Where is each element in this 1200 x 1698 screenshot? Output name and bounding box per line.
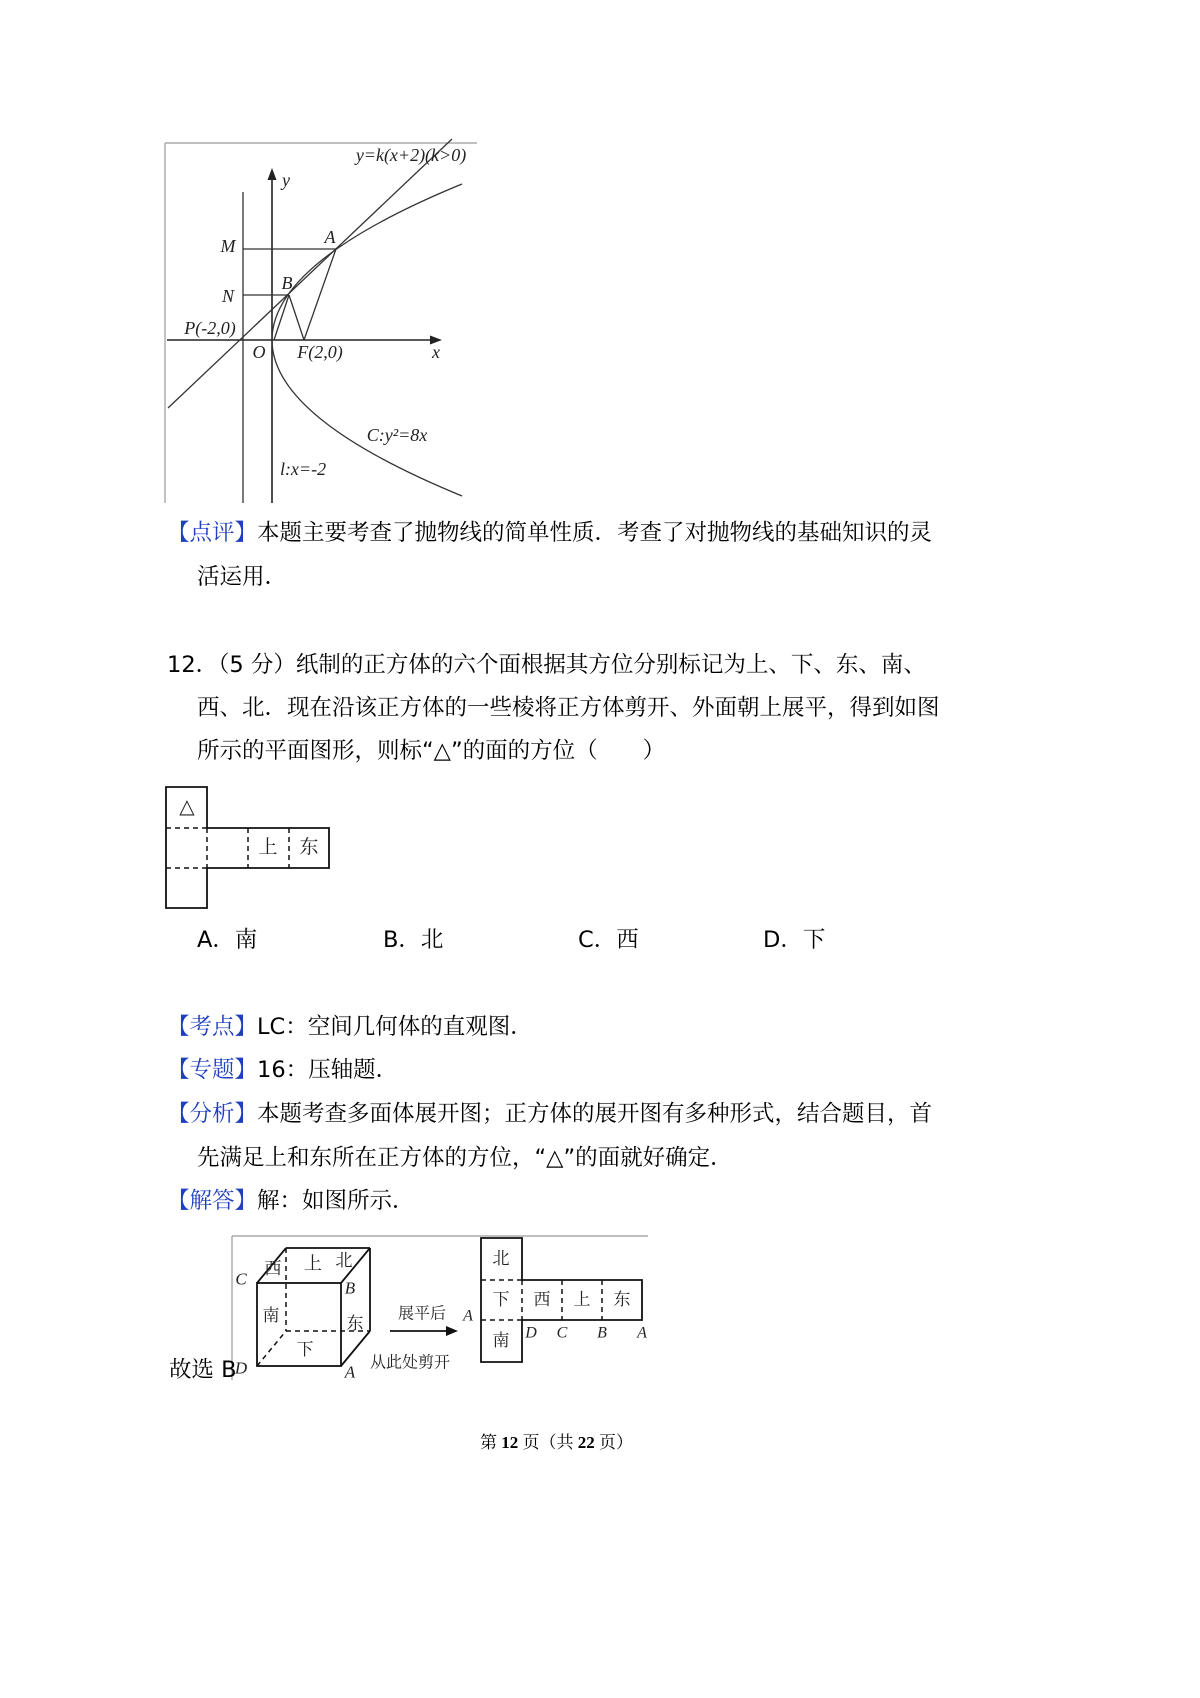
- y-axis-arrow: [268, 168, 277, 180]
- question-line-2: 西、北．现在沿该正方体的一些棱将正方体剪开、外面朝上展平，得到如图: [197, 695, 940, 721]
- point-M-label: M: [220, 236, 236, 256]
- option-c[interactable]: C．西: [578, 927, 639, 953]
- net-vertex-A-left: A: [463, 1307, 473, 1325]
- parabola-label: C:y²=8x: [366, 425, 428, 445]
- segment-AF: [304, 249, 336, 340]
- unfold-arrow-label: 展平后: [397, 1303, 447, 1323]
- kaodian-text: LC：空间几何体的直观图．: [257, 1014, 533, 1040]
- footer-total-pages: 22: [577, 1433, 595, 1452]
- zhuanti-text: 16：压轴题．: [257, 1057, 399, 1083]
- cube-vertex-D: D: [234, 1358, 248, 1378]
- net-east-face: 东: [613, 1290, 631, 1310]
- cube-west-face: 西: [264, 1259, 282, 1279]
- cut-here-label: 从此处剪开: [369, 1352, 451, 1372]
- net-vertex-B: B: [597, 1324, 607, 1342]
- kaodian-tag: 【考点】: [167, 1014, 258, 1040]
- net-north-face: 北: [492, 1249, 510, 1269]
- line-equation-label: y=k(x+2)(k>0): [355, 145, 467, 165]
- option-d[interactable]: D．下: [763, 927, 826, 953]
- review-line-1: [167, 511, 932, 555]
- cube-vertex-C: C: [235, 1269, 247, 1289]
- net-triangle-face: △: [179, 794, 195, 818]
- point-A-label: A: [324, 227, 336, 247]
- parabola-figure: [160, 138, 485, 508]
- zhuanti-tag: 【专题】: [167, 1057, 258, 1083]
- y-axis-label: y: [282, 170, 290, 190]
- question-line-1: 12．（5 分）纸制的正方体的六个面根据其方位分别标记为上、下、东、南、: [167, 652, 926, 678]
- fenxi-text: 本题考查多面体展开图；正方体的展开图有多种形式，结合题目，首: [257, 1101, 933, 1127]
- option-b[interactable]: B．北: [383, 927, 444, 953]
- fenxi-tag: 【分析】: [167, 1101, 258, 1127]
- kaodian-line: [167, 1005, 533, 1049]
- cube-east-face: 东: [346, 1314, 364, 1334]
- net-east-face: 东: [299, 836, 319, 858]
- net-south-face: 南: [492, 1331, 510, 1351]
- cube-top-face: 上: [304, 1253, 322, 1275]
- unfold-arrow-head: [446, 1326, 458, 1336]
- review-line-2: 活运用．: [197, 564, 288, 590]
- cube-north-face: 北: [335, 1251, 353, 1271]
- net-vertex-A: A: [637, 1324, 647, 1342]
- option-a[interactable]: A．南: [197, 927, 258, 953]
- page-footer: [480, 1430, 633, 1456]
- cube-unfold-figure: [228, 1232, 652, 1384]
- footer-suffix: 页）: [594, 1433, 633, 1452]
- point-O-label: O: [252, 342, 266, 362]
- fenxi-line-2: 先满足上和东所在正方体的方位，“△”的面就好确定．: [197, 1145, 733, 1171]
- cube-net-figure: [160, 782, 335, 914]
- jieda-tag: 【解答】: [167, 1188, 258, 1214]
- point-N-label: N: [221, 286, 235, 306]
- net-vertex-C: C: [556, 1324, 568, 1342]
- footer-page-number: 12: [501, 1433, 519, 1452]
- net-top-face: 上: [258, 836, 278, 858]
- jieda-line: [167, 1179, 415, 1223]
- cube-vertex-A: A: [344, 1362, 356, 1382]
- net-vertex-D: D: [525, 1324, 537, 1342]
- answer-line: 故选 B: [169, 1357, 237, 1383]
- fenxi-line-1: [167, 1092, 932, 1136]
- point-F-label: F(2,0): [297, 342, 343, 362]
- cube-edge: [341, 1331, 370, 1366]
- directrix-label: l:x=-2: [279, 459, 327, 479]
- secant-line: [168, 139, 452, 408]
- question-line-3: 所示的平面图形，则标“△”的面的方位（ ）: [197, 738, 666, 764]
- review-text: 本题主要考查了抛物线的简单性质．考查了对抛物线的基础知识的灵: [257, 520, 933, 546]
- x-axis-label: x: [432, 342, 440, 362]
- cube-bottom-face: 下: [296, 1340, 314, 1360]
- net-top-face: 上: [573, 1290, 591, 1310]
- point-P-label: P(-2,0): [184, 318, 236, 338]
- footer-prefix: 第: [480, 1433, 502, 1452]
- zhuanti-line: [167, 1048, 398, 1092]
- footer-middle: 页（共: [518, 1433, 578, 1452]
- cube-hidden-edge: [257, 1331, 286, 1366]
- net-west-face: 西: [533, 1290, 551, 1310]
- jieda-text: 解：如图所示．: [257, 1188, 415, 1214]
- point-B-label: B: [281, 273, 293, 293]
- review-tag: 【点评】: [167, 520, 258, 546]
- segment-BF: [289, 295, 304, 340]
- net-bottom-face: 下: [492, 1290, 510, 1310]
- cube-south-face: 南: [262, 1306, 280, 1326]
- cube-vertex-B: B: [344, 1278, 356, 1298]
